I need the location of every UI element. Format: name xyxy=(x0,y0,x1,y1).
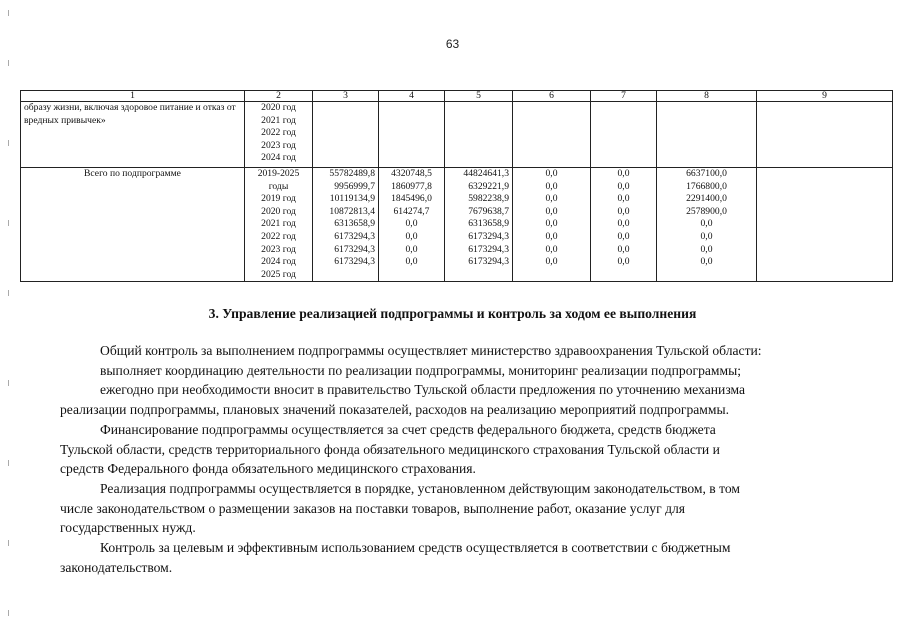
cell-value: 0,0 xyxy=(405,230,418,242)
text-line: государственных нужд. xyxy=(60,520,196,536)
cell-value: 2022 год xyxy=(261,230,296,242)
row-label: образу жизни, включая здоровое питание и отказ от вредных привычек» xyxy=(21,102,245,168)
cell-value: 2020 год xyxy=(261,205,296,217)
column-number: 2 xyxy=(245,91,313,102)
cell-value: 2023 год xyxy=(261,243,296,255)
cell-value: 1845496,0 xyxy=(391,193,432,205)
cell-value: 2019-2025 годы xyxy=(257,168,300,192)
cell-value: 0,0 xyxy=(545,230,558,242)
years-cell xyxy=(245,168,313,282)
cell-value: 0,0 xyxy=(617,180,630,192)
cell-value: 10872813,4 xyxy=(329,205,375,217)
cell-value: 0,0 xyxy=(617,243,630,255)
text-line: выполняет координацию деятельности по реализации подпрограммы, мониторинг реализации подпрограммы; xyxy=(100,362,742,378)
column-number: 7 xyxy=(591,91,657,102)
value-cell xyxy=(757,102,893,168)
text-line: законодательством. xyxy=(60,559,173,575)
cell-value: 2024 год xyxy=(261,152,296,164)
cell-value: 7679638,7 xyxy=(468,205,509,217)
cell-value: 0,0 xyxy=(617,205,630,217)
cell-value: 614274,7 xyxy=(393,205,430,217)
column-number: 8 xyxy=(657,91,757,102)
financing-table xyxy=(20,90,893,282)
cell-value: 4320748,5 xyxy=(391,168,432,179)
column-number: 3 xyxy=(313,91,379,102)
cell-value: 0,0 xyxy=(545,205,558,217)
cell-value: 6313658,9 xyxy=(334,218,375,230)
cell-value: 0,0 xyxy=(617,168,630,179)
cell-value: 2291400,0 xyxy=(686,193,727,205)
cell-value: 44824641,3 xyxy=(463,168,509,179)
value-cell xyxy=(591,168,657,282)
cell-value: 6173294,3 xyxy=(468,243,509,255)
cell-value: 2025 год xyxy=(261,268,296,280)
text-line: средств Федерального фонда обязательного медицинского страхования. xyxy=(60,461,476,477)
column-number: 1 xyxy=(21,91,245,102)
table-row xyxy=(21,168,893,282)
table-row xyxy=(21,102,893,168)
paragraph-control xyxy=(60,538,845,577)
cell-value: 0,0 xyxy=(700,243,713,255)
page-number: 63 xyxy=(445,37,460,51)
text-line: числе законодательством о размещении заказов на поставки товаров, выполнение работ, оказание услуг для xyxy=(60,500,686,516)
text-line: ежегодно при необходимости вносит в правительство Тульской области предложения по уточнению механизма xyxy=(100,382,746,398)
cell-value: 0,0 xyxy=(545,193,558,205)
cell-value: 6329221,9 xyxy=(468,180,509,192)
cell-value: 0,0 xyxy=(545,243,558,255)
text-line: реализации подпрограммы, плановых значений показателей, расходов на реализацию мероприятий подпрограммы. xyxy=(60,401,730,417)
cell-value: 6637100,0 xyxy=(686,168,727,179)
cell-value: 0,0 xyxy=(545,180,558,192)
value-cell xyxy=(313,168,379,282)
cell-value: 2022 год xyxy=(261,127,296,139)
value-cell xyxy=(445,168,513,282)
cell-value: 6173294,3 xyxy=(334,243,375,255)
column-number: 4 xyxy=(379,91,445,102)
column-number-row xyxy=(21,91,893,102)
cell-value: 6173294,3 xyxy=(468,230,509,242)
cell-value: 6173294,3 xyxy=(334,230,375,242)
paragraph-general-control xyxy=(60,341,845,419)
paragraph-financing xyxy=(60,420,845,479)
text-line: Реализация подпрограммы осуществляется в порядке, установленном действующим законодательством, в том xyxy=(100,481,740,496)
cell-value: 2021 год xyxy=(261,218,296,230)
years-cell xyxy=(245,102,313,168)
cell-value: 6173294,3 xyxy=(468,256,509,268)
value-cell xyxy=(379,168,445,282)
cell-value: 0,0 xyxy=(617,193,630,205)
cell-value: 6173294,3 xyxy=(334,256,375,268)
cell-value: 2578900,0 xyxy=(686,205,727,217)
value-cell xyxy=(313,102,379,168)
cell-value: 0,0 xyxy=(700,230,713,242)
cell-value: 2024 год xyxy=(261,256,296,268)
value-cell xyxy=(379,102,445,168)
column-number: 5 xyxy=(445,91,513,102)
cell-value: 0,0 xyxy=(545,218,558,230)
row-label: Всего по подпрограмме xyxy=(21,168,245,282)
value-cell xyxy=(513,102,591,168)
cell-value: 5982238,9 xyxy=(468,193,509,205)
cell-value: 9956999,7 xyxy=(334,180,375,192)
cell-value: 0,0 xyxy=(617,256,630,268)
text-line: Контроль за целевым и эффективным использованием средств осуществляется в соответствии с бюджетным xyxy=(100,540,731,555)
column-number: 9 xyxy=(757,91,893,102)
cell-value: 0,0 xyxy=(405,256,418,268)
cell-value: 2023 год xyxy=(261,139,296,151)
section-heading: 3. Управление реализацией подпрограммы и контроль за ходом ее выполнения xyxy=(208,306,697,321)
cell-value: 2019 год xyxy=(261,193,296,205)
value-cell xyxy=(513,168,591,282)
cell-value: 1766800,0 xyxy=(686,180,727,192)
cell-value: 0,0 xyxy=(700,218,713,230)
cell-value: 2020 год xyxy=(261,102,296,113)
value-cell xyxy=(757,168,893,282)
cell-value: 2021 год xyxy=(261,114,296,126)
cell-value: 55782489,8 xyxy=(329,168,375,179)
text-line: Тульской области, средств территориального фонда обязательного медицинского страхования Тульской области и xyxy=(60,441,720,457)
value-cell xyxy=(657,168,757,282)
column-number: 6 xyxy=(513,91,591,102)
text-line: Финансирование подпрограммы осуществляется за счет средств федерального бюджета, средств бюджета xyxy=(100,422,716,437)
cell-value: 0,0 xyxy=(405,218,418,230)
value-cell xyxy=(445,102,513,168)
cell-value: 6313658,9 xyxy=(468,218,509,230)
cell-value: 0,0 xyxy=(700,256,713,268)
text-line: Общий контроль за выполнением подпрограммы осуществляет министерство здравоохранения Тульской области: xyxy=(100,343,762,358)
value-cell xyxy=(591,102,657,168)
cell-value: 0,0 xyxy=(545,168,558,179)
cell-value: 0,0 xyxy=(405,243,418,255)
value-cell xyxy=(657,102,757,168)
cell-value: 0,0 xyxy=(617,218,630,230)
cell-value: 1860977,8 xyxy=(391,180,432,192)
paragraph-implementation xyxy=(60,479,845,538)
cell-value: 10119134,9 xyxy=(329,193,375,205)
cell-value: 0,0 xyxy=(545,256,558,268)
cell-value: 0,0 xyxy=(617,230,630,242)
